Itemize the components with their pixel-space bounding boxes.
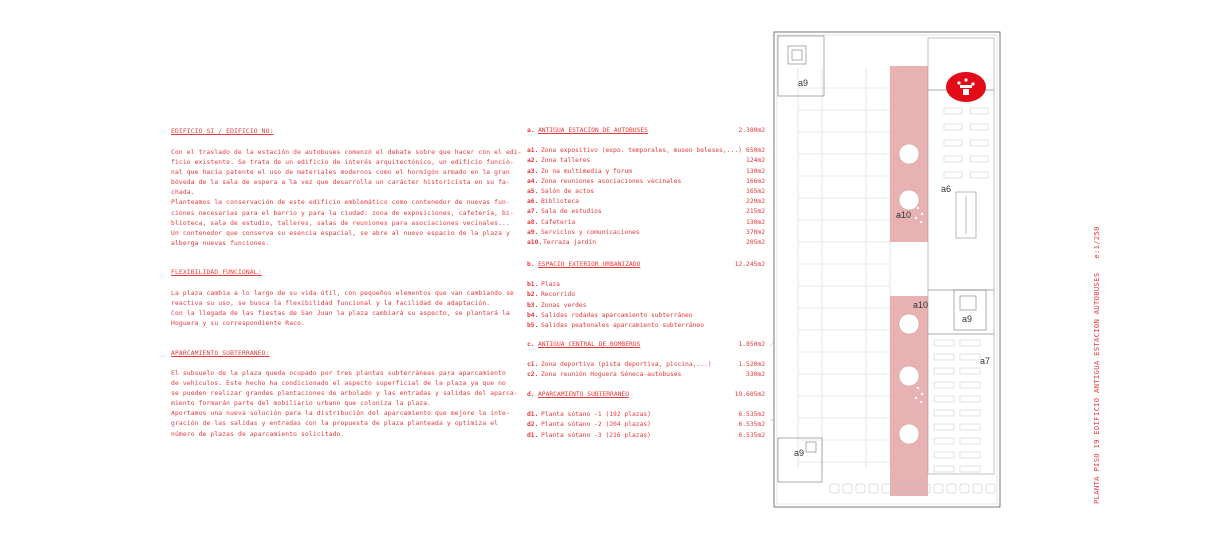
prose-line: Con el traslado de la estación de autobuses comenzó el debate sobre que hacer con el edi-: [171, 149, 522, 156]
program-item: [527, 280, 765, 290]
section-area: 12.245m2: [734, 261, 765, 268]
label-a7: a7: [980, 356, 991, 366]
item-code: d2.: [527, 421, 539, 429]
program-item: [527, 156, 765, 166]
program-d-items: [527, 410, 765, 441]
item-area: 166m2: [746, 177, 765, 185]
prose-line: blioteca, sala de estudio, talleres, salas de reuniones para asociaciones vecinales...: [171, 219, 510, 227]
item-area: 124m2: [746, 157, 765, 165]
section-area: 2.380m2: [738, 127, 765, 134]
item-code: a10.: [527, 238, 543, 246]
program-item: [527, 146, 765, 156]
item-label: Zona talleres: [541, 157, 591, 165]
prose-line: Planteamos la conservación de este edificio emblemático como contenedor de nuevas fun-: [171, 199, 510, 207]
item-label: Planta sótano -1 (192 plazas): [541, 411, 651, 419]
program-a-items: [527, 146, 765, 248]
item-area: 650m2: [746, 147, 765, 155]
section-title: ANTIGUA CENTRAL DE BOMBEROS: [538, 341, 641, 348]
section-code: b.: [527, 261, 535, 268]
program-a: [527, 126, 765, 248]
prose-line: reactiva su uso, se busca la flexibilidad funcional y la facilidad de adaptación.: [171, 300, 491, 308]
item-area: 165m2: [746, 187, 765, 195]
program-item: [527, 177, 765, 187]
section-area: 1.850m2: [738, 341, 765, 348]
program-item: [527, 431, 765, 441]
plan-title: PLANTA PISO 19 EDIFICIO ANTIGUA ESTACION AUTOBUSES: [1092, 272, 1101, 504]
section1-title: EDIFICIO SI / EDIFICIO NO:: [171, 128, 274, 135]
item-label: Zona reunión Hoguera Séneca-autobuses: [541, 371, 682, 379]
item-area: 215m2: [746, 208, 765, 216]
prose-line: nal que hacía patente el uso de materiales modernos como el hormigón armado en la gran: [171, 169, 510, 177]
item-label: Terraza jardín: [543, 238, 597, 246]
prose-line: Hoguera y su correspondiente Raco.: [171, 320, 305, 328]
program-item: [527, 228, 765, 238]
program-item: [527, 301, 765, 311]
item-area: 130m2: [746, 167, 765, 175]
program-section-header: [527, 260, 765, 270]
item-code: b4.: [527, 311, 539, 319]
section2-title: FLEXIBILIDAD FUNCIONAL:: [171, 269, 262, 276]
program-item: [527, 197, 765, 207]
label-a6: a6: [941, 184, 952, 194]
prose-line: alberga nuevas funciones.: [171, 239, 270, 247]
prose-line: Aportamos una nueva solución para la distribución del aparcamiento que mejore la inte-: [171, 410, 510, 418]
program-item: [527, 207, 765, 217]
program-item: [527, 370, 765, 380]
item-code: a8.: [527, 218, 539, 226]
section-code: d.: [527, 391, 535, 398]
item-area: 6.535m2: [738, 411, 765, 419]
item-label: Zonas verdes: [541, 301, 587, 309]
item-area: 130m2: [746, 218, 765, 226]
item-area: 1.520m2: [738, 361, 765, 369]
item-area: 205m2: [746, 238, 765, 246]
program-b-items: [527, 280, 765, 331]
item-label: Zona reuniones asociaciones vecinales: [541, 177, 682, 185]
prose-line: bóveda de la sala de espera a la vez que desarrolla un carácter historicista en su fa-: [171, 179, 510, 187]
item-code: b2.: [527, 291, 539, 299]
prose-line: número de plazas de aparcamiento solicitado.: [171, 430, 345, 438]
label-a10-top: a10: [896, 210, 912, 220]
item-label: Recorrido: [541, 291, 576, 299]
item-code: b3.: [527, 301, 539, 309]
section1-body: [171, 148, 522, 249]
item-code: a9.: [527, 228, 539, 236]
program-section-header: [527, 390, 765, 400]
program-c: [527, 340, 765, 381]
item-code: d1.: [527, 411, 539, 419]
program-c-items: [527, 360, 765, 380]
section-code: a.: [527, 127, 535, 134]
prose-line: se pueden realizar grandes plantaciones de arbolado y las entradas y salidas del aparca-: [171, 390, 518, 398]
prose-line: gración de las salidas y entradas con la propuesta de plaza planteada y optimiza el: [171, 420, 499, 428]
item-code: b5.: [527, 321, 539, 329]
prose-line: ficio existente. Se trata de un edificio de interés arquitectónico, un edificio funcio-: [171, 159, 514, 167]
item-code: a4.: [527, 177, 539, 185]
item-code: a6.: [527, 198, 539, 206]
item-label: Salón de actos: [541, 187, 595, 195]
section3-title: APARCAMIENTO SUBTERRANEO:: [171, 350, 270, 357]
program-b: [527, 260, 765, 331]
item-code: a3.: [527, 167, 539, 175]
item-area: 6.535m2: [738, 431, 765, 439]
item-label: Sala de estudios: [541, 208, 602, 216]
section3-body: [171, 369, 518, 440]
program-item: [527, 360, 765, 370]
program-section-header: [527, 126, 765, 136]
prose-line: Con la llegada de las fiestas de San Juan la plaza cambiará su aspecto, se plantará la: [171, 310, 510, 318]
program-d: [527, 390, 765, 441]
program-item: [527, 420, 765, 430]
program-item: [527, 290, 765, 300]
prose-line: miento formarán parte del mobiliario urbano que coloniza la plaza.: [171, 400, 432, 408]
item-label: Zona deportiva (pista deportiva, piscina,...): [541, 361, 712, 369]
label-a9-top: a9: [798, 78, 809, 88]
program-item: [527, 167, 765, 177]
item-code: c2.: [527, 371, 539, 379]
label-a9-mid: a9: [962, 314, 973, 324]
section-title: APARCAMIENTO SUBTERRANEO: [538, 391, 629, 398]
item-area: 6.535m2: [738, 421, 765, 429]
item-area: 370m2: [746, 228, 765, 236]
section-title: ANTIGUA ESTACION DE AUTOBUSES: [538, 127, 648, 134]
item-code: a5.: [527, 187, 539, 195]
item-code: a2.: [527, 157, 539, 165]
program-item: [527, 187, 765, 197]
item-code: a1.: [527, 147, 539, 155]
section-title: ESPACIO EXTERIOR URBANIZADO: [538, 261, 641, 268]
item-label: Zo na multimedia y forum: [541, 167, 632, 175]
item-area: 229m2: [746, 198, 765, 206]
prose-line: El subsuelo de la plaza queda ocupado por tres plantas subterráneas para aparcamiento: [171, 370, 506, 377]
section-code: c.: [527, 341, 535, 348]
item-code: d1.: [527, 431, 539, 439]
item-label: Plaza: [541, 281, 560, 289]
program-item: [527, 218, 765, 228]
section2-body: [171, 289, 514, 329]
vertical-title: [1092, 226, 1101, 504]
item-code: a7.: [527, 208, 539, 216]
item-label: Salidas rodadas aparcamiento subterráneo: [541, 311, 693, 319]
item-label: Servicios y comunicaciones: [541, 228, 640, 236]
prose-line: Un contenedor que conserva su esencia espacial, se abre al nuevo espacio de la plaza y: [171, 229, 510, 237]
item-label: Salidas peatonales aparcamiento subterráneo: [541, 321, 705, 329]
plan-scale: e:1/250: [1092, 226, 1101, 259]
label-a9-bottom: a9: [794, 448, 805, 458]
floor-plan: [770, 28, 1006, 513]
program-item: [527, 410, 765, 420]
item-label: Biblioteca: [541, 198, 579, 206]
program-item: [527, 238, 765, 248]
program-item: [527, 321, 765, 331]
item-label: Zona expositivo (expo. temporales, museo beleses,...): [541, 147, 742, 155]
prose-line: ciones necesarias para el barrio y para la ciudad: zona de exposiciones, cafetería, bi-: [171, 209, 514, 217]
item-code: c1.: [527, 361, 539, 369]
program-item: [527, 311, 765, 321]
item-area: 330m2: [746, 371, 765, 379]
item-label: Planta sótano -2 (204 plazas): [541, 421, 651, 429]
item-code: b1.: [527, 281, 539, 289]
label-a10-mid: a10: [913, 300, 929, 310]
item-label: Planta sótano -3 (216 plazas): [541, 431, 651, 439]
section-area: 19.605m2: [734, 391, 765, 398]
building-outline: [774, 32, 1000, 507]
prose-line: de vehículos. Este hecho ha condicionado el aspecto superficial de la plaza ya que no: [171, 380, 506, 388]
program-section-header: [527, 340, 765, 350]
prose-line: chada.: [171, 189, 195, 197]
prose-line: La plaza cambia a lo largo de su vida útil, con pequeños elementos que van cambiando se: [171, 290, 514, 297]
item-label: Cafetería: [541, 218, 576, 226]
